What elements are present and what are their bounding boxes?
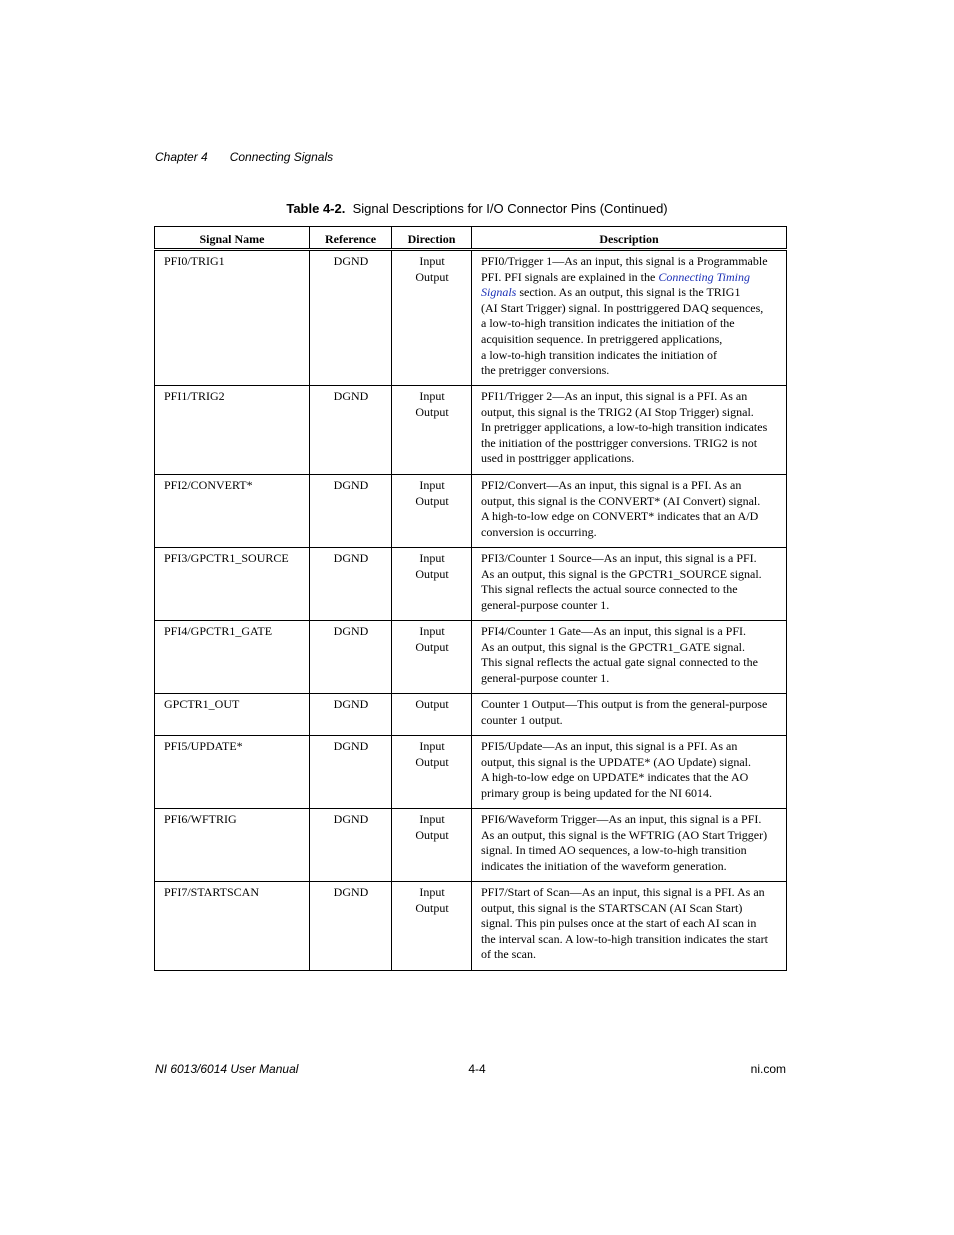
signal-name-cell: PFI2/CONVERT*: [155, 475, 310, 548]
description-line: general-purpose counter 1.: [481, 670, 610, 685]
direction-value: Input: [419, 812, 445, 826]
description-cell: [472, 882, 787, 971]
direction-cell: [392, 621, 472, 694]
description-line: Counter 1 Output—This output is from the general-purpose: [481, 697, 768, 711]
table-row: [155, 882, 787, 971]
description-line: output, this signal is the UPDATE* (AO Update) signal.: [481, 754, 751, 769]
description-line: conversion is occurring.: [481, 524, 597, 539]
description-line: This signal reflects the actual source connected to the: [481, 582, 738, 597]
table-row: [155, 621, 787, 694]
description-line: the pretrigger conversions.: [481, 363, 610, 378]
direction-value: Output: [415, 900, 449, 915]
connecting-timing-signals-link-cont[interactable]: Signals: [481, 285, 517, 300]
signal-name-cell: PFI3/GPCTR1_SOURCE: [155, 548, 310, 621]
reference-cell: DGND: [310, 809, 392, 882]
direction-value: Input: [419, 389, 445, 403]
table-row: [155, 548, 787, 621]
direction-value: Output: [415, 639, 449, 654]
signal-name-cell: PFI7/STARTSCAN: [155, 882, 310, 971]
description-line: a low-to-high transition indicates the initiation of the: [481, 316, 735, 331]
signal-name-cell: PFI4/GPCTR1_GATE: [155, 621, 310, 694]
description-line: A high-to-low edge on UPDATE* indicates that the AO: [481, 770, 749, 785]
table-row: [155, 386, 787, 475]
reference-cell: DGND: [310, 736, 392, 809]
description-line: As an output, this signal is the WFTRIG (AO Start Trigger): [481, 827, 768, 842]
direction-cell: [392, 548, 472, 621]
reference-cell: DGND: [310, 882, 392, 971]
signal-name-cell: GPCTR1_OUT: [155, 694, 310, 736]
table-row: [155, 809, 787, 882]
table-number: Table 4-2.: [286, 201, 346, 216]
description-cell: [472, 621, 787, 694]
signal-table: [154, 226, 787, 971]
reference-cell: DGND: [310, 694, 392, 736]
description-cell: [472, 809, 787, 882]
reference-cell: DGND: [310, 250, 392, 386]
reference-cell: DGND: [310, 621, 392, 694]
description-line: used in posttrigger applications.: [481, 451, 635, 466]
signal-name-cell: PFI5/UPDATE*: [155, 736, 310, 809]
description-line: PFI2/Convert—As an input, this signal is a PFI. As an: [481, 478, 742, 492]
description-line: counter 1 output.: [481, 712, 563, 727]
column-header-description: Description: [472, 227, 787, 250]
table-title: Signal Descriptions for I/O Connector Pins (Continued): [352, 201, 668, 216]
description-line: PFI1/Trigger 2—As an input, this signal is a PFI. As an: [481, 389, 748, 403]
description-line: output, this signal is the TRIG2 (AI Stop Trigger) signal.: [481, 404, 754, 419]
description-line: In pretrigger applications, a low-to-high transition indicates: [481, 420, 768, 435]
description-line: This signal reflects the actual gate signal connected to the: [481, 655, 758, 670]
description-line: a low-to-high transition indicates the initiation of: [481, 347, 717, 362]
description-line: output, this signal is the STARTSCAN (AI Scan Start): [481, 900, 743, 915]
description-line: of the scan.: [481, 947, 536, 962]
direction-value: Output: [415, 697, 449, 711]
direction-value: Output: [415, 269, 449, 284]
signal-name-cell: PFI6/WFTRIG: [155, 809, 310, 882]
chapter-label: Chapter 4: [155, 150, 208, 164]
description-line: signal. This pin pulses once at the start of each AI scan in: [481, 916, 757, 931]
column-header-direction: Direction: [392, 227, 472, 250]
direction-cell: [392, 475, 472, 548]
description-line: PFI7/Start of Scan—As an input, this signal is a PFI. As an: [481, 885, 765, 899]
direction-value: Output: [415, 754, 449, 769]
description-line: acquisition sequence. In pretriggered applications,: [481, 331, 723, 346]
connecting-timing-signals-link[interactable]: Connecting Timing: [658, 269, 750, 284]
table-row: [155, 250, 787, 386]
footer-manual-title: NI 6013/6014 User Manual: [155, 1062, 299, 1076]
direction-value: Input: [419, 551, 445, 565]
description-line: PFI3/Counter 1 Source—As an input, this signal is a PFI.: [481, 551, 757, 565]
reference-cell: DGND: [310, 386, 392, 475]
direction-value: Input: [419, 885, 445, 899]
description-text: PFI. PFI signals are explained in the: [481, 269, 659, 284]
description-line: general-purpose counter 1.: [481, 597, 610, 612]
description-text: section. As an output, this signal is the TRIG1: [516, 285, 741, 300]
description-line: signal. In timed AO sequences, a low-to-high transition: [481, 843, 747, 858]
description-cell: [472, 548, 787, 621]
section-label: Connecting Signals: [229, 150, 334, 164]
description-line: PFI4/Counter 1 Gate—As an input, this signal is a PFI.: [481, 624, 746, 638]
direction-value: Input: [419, 624, 445, 638]
description-line: indicates the initiation of the waveform generation.: [481, 858, 727, 873]
direction-value: Output: [415, 827, 449, 842]
direction-value: Input: [419, 254, 445, 268]
description-line: primary group is being updated for the NI 6014.: [481, 785, 712, 800]
description-line: As an output, this signal is the GPCTR1_SOURCE signal.: [481, 566, 762, 581]
direction-cell: [392, 736, 472, 809]
table-caption: [0, 201, 954, 216]
description-cell: [472, 250, 787, 386]
reference-cell: DGND: [310, 475, 392, 548]
footer-website: ni.com: [750, 1062, 786, 1076]
description-line: output, this signal is the CONVERT* (AI Convert) signal.: [481, 493, 761, 508]
direction-value: Input: [419, 739, 445, 753]
description-cell: [472, 386, 787, 475]
description-line: [481, 285, 778, 301]
signal-name-cell: PFI0/TRIG1: [155, 250, 310, 386]
direction-value: Output: [415, 404, 449, 419]
description-line: (AI Start Trigger) signal. In posttriggered DAQ sequences,: [481, 300, 764, 315]
description-cell: [472, 475, 787, 548]
direction-cell: [392, 694, 472, 736]
description-line: PFI6/Waveform Trigger—As an input, this signal is a PFI.: [481, 812, 762, 826]
description-line: [481, 270, 778, 286]
column-header-reference: Reference: [310, 227, 392, 250]
description-line: PFI5/Update—As an input, this signal is a PFI. As an: [481, 739, 738, 753]
description-cell: [472, 736, 787, 809]
description-line: A high-to-low edge on CONVERT* indicates that an A/D: [481, 509, 759, 524]
table-header-row: [155, 227, 787, 250]
description-line: the interval scan. A low-to-high transition indicates the start: [481, 931, 768, 946]
description-cell: [472, 694, 787, 736]
direction-cell: [392, 809, 472, 882]
description-line: As an output, this signal is the GPCTR1_GATE signal.: [481, 639, 745, 654]
signal-name-cell: PFI1/TRIG2: [155, 386, 310, 475]
table-row: [155, 694, 787, 736]
direction-value: Input: [419, 478, 445, 492]
direction-cell: [392, 250, 472, 386]
reference-cell: DGND: [310, 548, 392, 621]
column-header-signal-name: Signal Name: [155, 227, 310, 250]
running-header: [155, 150, 333, 164]
direction-cell: [392, 882, 472, 971]
table-row: [155, 736, 787, 809]
description-line: PFI0/Trigger 1—As an input, this signal is a Programmable: [481, 254, 768, 268]
description-line: the initiation of the posttrigger conversions. TRIG2 is not: [481, 435, 758, 450]
footer-page-number: 4-4: [468, 1062, 486, 1076]
direction-cell: [392, 386, 472, 475]
direction-value: Output: [415, 566, 449, 581]
table-row: [155, 475, 787, 548]
direction-value: Output: [415, 493, 449, 508]
